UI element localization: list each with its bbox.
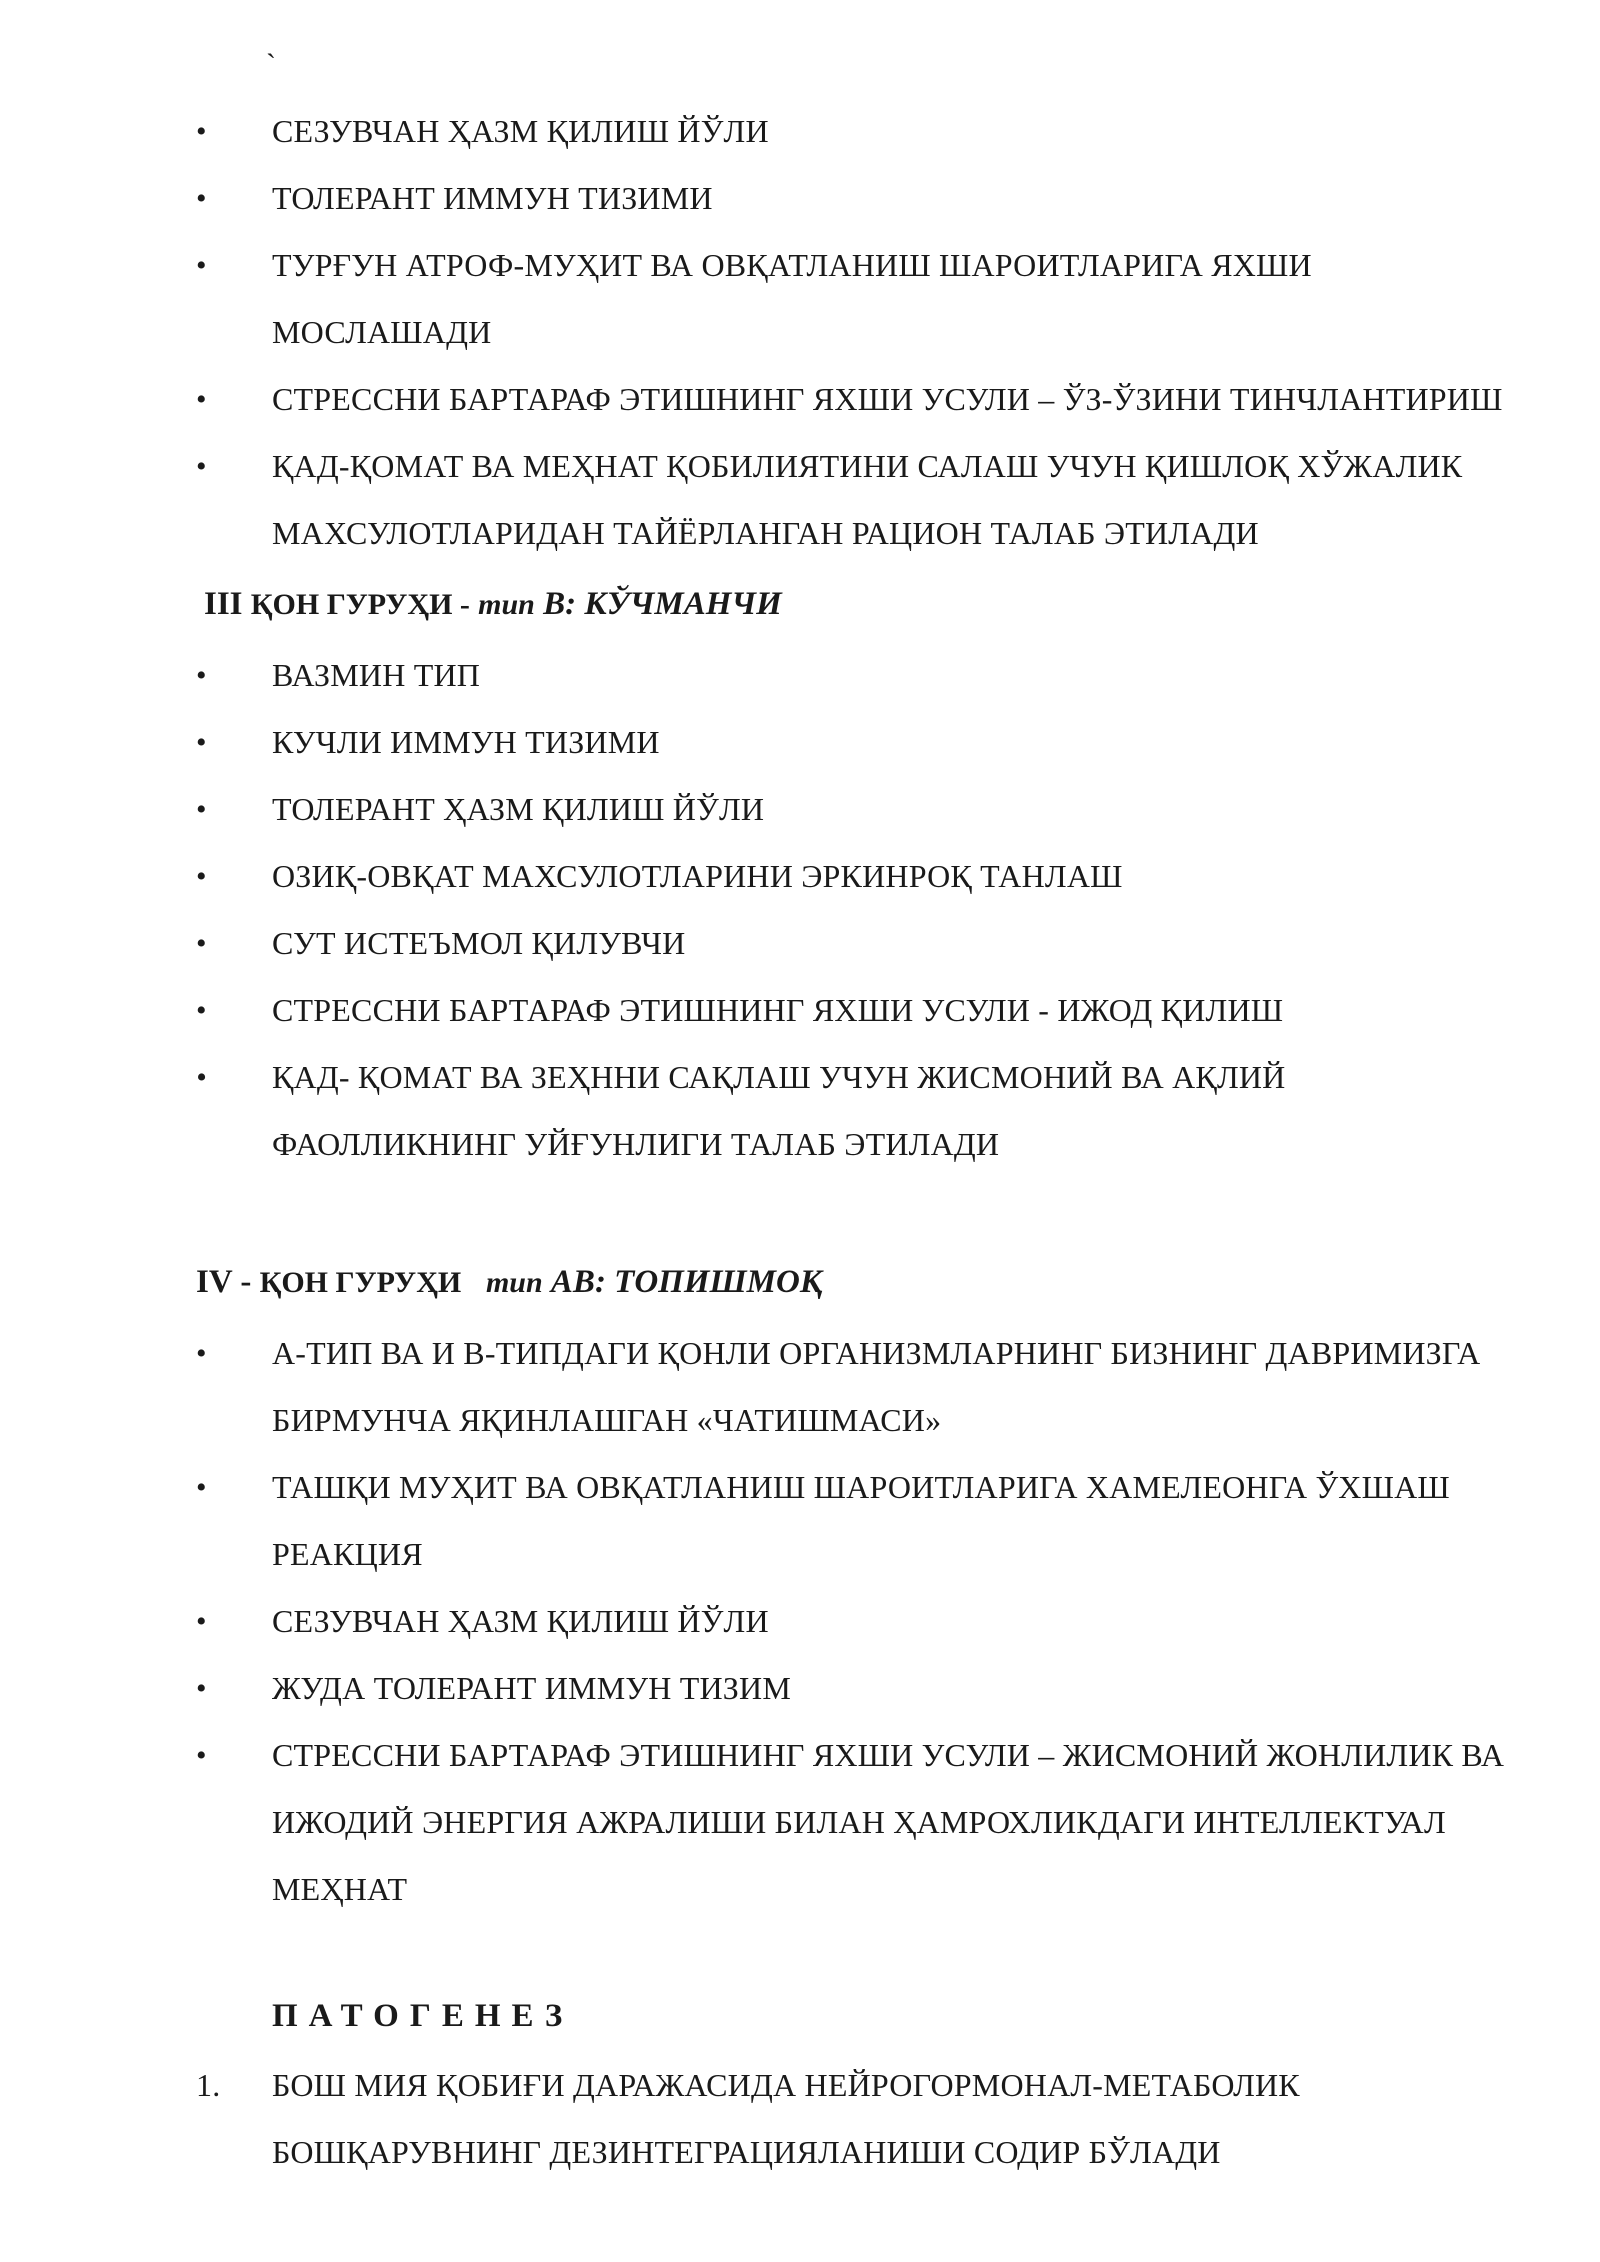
group3-type-name: В: КЎЧМАНЧИ (543, 586, 782, 622)
bullet-icon: • (196, 994, 207, 1027)
bullet-icon: • (196, 182, 207, 215)
list-item-text: СТРЕССНИ БАРТАРАФ ЭТИШНИНГ ЯХШИ УСУЛИ – ЖИСМОНИЙ ЖОНЛИЛИК ВА ИЖОДИЙ ЭНЕРГИЯ АЖРАЛИШИ БИЛАН ҲАМРОХЛИКДАГИ ИНТЕЛЛЕКТУАЛ МЕҲНАТ (272, 1737, 1505, 1907)
list-item (0, 642, 1522, 709)
list-item-text: ТОЛЕРАНТ ИММУН ТИЗИМИ (272, 180, 713, 216)
group2-list (0, 98, 1600, 567)
bullet-icon: • (196, 1605, 207, 1638)
list-item (0, 910, 1522, 977)
bullet-icon: • (196, 450, 207, 483)
group3-list (0, 642, 1600, 1178)
list-item-text: КУЧЛИ ИММУН ТИЗИМИ (272, 724, 660, 760)
group4-label: ҚОН ГУРУҲИ (259, 1266, 462, 1299)
item-number: 1. (196, 2067, 221, 2103)
numbered-item-text: БОШ МИЯ ҚОБИҒИ ДАРАЖАСИДА НЕЙРОГОРМОНАЛ-МЕТАБОЛИК БОШҚАРУВНИНГ ДЕЗИНТЕГРАЦИЯЛАНИШИ СОДИР БЎЛАДИ (272, 2067, 1300, 2170)
bullet-icon: • (196, 860, 207, 893)
list-item-text: СЕЗУВЧАН ҲАЗМ ҚИЛИШ ЙЎЛИ (272, 113, 769, 149)
list-item-text: СТРЕССНИ БАРТАРАФ ЭТИШНИНГ ЯХШИ УСУЛИ - ИЖОД ҚИЛИШ (272, 992, 1284, 1028)
bullet-icon: • (196, 1739, 207, 1772)
bullet-icon: • (196, 115, 207, 148)
list-item-text: СУТ ИСТЕЪМОЛ ҚИЛУВЧИ (272, 925, 686, 961)
bullet-icon: • (196, 793, 207, 826)
list-item (0, 165, 1522, 232)
bullet-icon: • (196, 1337, 207, 1370)
list-item-text: СТРЕССНИ БАРТАРАФ ЭТИШНИНГ ЯХШИ УСУЛИ – ЎЗ-ЎЗИНИ ТИНЧЛАНТИРИШ (272, 381, 1503, 417)
list-item-text: ТАШҚИ МУҲИТ ВА ОВҚАТЛАНИШ ШАРОИТЛАРИГА ХАМЕЛЕОНГА ЎХШАШ РЕАКЦИЯ (272, 1469, 1450, 1572)
list-item-text: ТОЛЕРАНТ ҲАЗМ ҚИЛИШ ЙЎЛИ (272, 791, 765, 827)
list-item-text: ТУРҒУН АТРОФ-МУҲИТ ВА ОВҚАТЛАНИШ ШАРОИТЛАРИГА ЯХШИ МОСЛАШАДИ (272, 247, 1312, 350)
list-item (0, 1722, 1522, 1923)
bullet-icon: • (196, 1061, 207, 1094)
bullet-icon: • (196, 726, 207, 759)
list-item (0, 232, 1522, 366)
list-item (0, 98, 1522, 165)
bullet-icon: • (196, 927, 207, 960)
list-item-text: ҚАД-ҚОМАТ ВА МЕҲНАТ ҚОБИЛИЯТИНИ САЛАШ УЧУН ҚИШЛОҚ ХЎЖАЛИК МАХСУЛОТЛАРИДАН ТАЙЁРЛАНГАН РАЦИОН ТАЛАБ ЭТИЛАДИ (272, 448, 1463, 551)
list-item-text: ОЗИҚ-ОВҚАТ МАХСУЛОТЛАРИНИ ЭРКИНРОҚ ТАНЛАШ (272, 858, 1123, 894)
patogenez-title: ПАТОГЕНЕЗ (272, 1998, 574, 2034)
list-item (0, 1044, 1522, 1178)
list-item (0, 709, 1522, 776)
list-item (0, 1655, 1522, 1722)
list-item (0, 843, 1522, 910)
group3-number: III (204, 586, 243, 622)
patogenez-list (0, 2052, 1600, 2186)
group4-number: IV - (196, 1264, 252, 1300)
list-item-text: СЕЗУВЧАН ҲАЗМ ҚИЛИШ ЙЎЛИ (272, 1603, 769, 1639)
bullet-icon: • (196, 1672, 207, 1705)
list-item (0, 977, 1522, 1044)
group3-type-prefix: тип (478, 588, 535, 621)
list-item-text: ҚАД- ҚОМАТ ВА ЗЕҲННИ САҚЛАШ УЧУН ЖИСМОНИЙ ВА АҚЛИЙ ФАОЛЛИКНИНГ УЙҒУНЛИГИ ТАЛАБ ЭТИЛАДИ (272, 1059, 1286, 1162)
numbered-item (0, 2052, 1522, 2186)
bullet-icon: • (196, 249, 207, 282)
list-item (0, 1454, 1522, 1588)
bullet-icon: • (196, 659, 207, 692)
list-item-text: ЖУДА ТОЛЕРАНТ ИММУН ТИЗИМ (272, 1670, 791, 1706)
group4-type-prefix: тип (485, 1266, 543, 1299)
bullet-icon: • (196, 383, 207, 416)
bullet-icon: • (196, 1471, 207, 1504)
group4-type-name: АВ: ТОПИШМОҚ (550, 1264, 823, 1300)
group4-heading (196, 1262, 822, 1303)
list-item (0, 1320, 1522, 1454)
list-item (0, 1588, 1522, 1655)
list-item-text: ВАЗМИН ТИП (272, 657, 481, 693)
list-item (0, 433, 1522, 567)
list-item (0, 776, 1522, 843)
list-item (0, 366, 1522, 433)
group3-label: ҚОН ГУРУҲИ - (250, 588, 470, 621)
group3-heading (204, 584, 782, 625)
stray-mark: ` (266, 48, 276, 81)
list-item-text: А-ТИП ВА И В-ТИПДАГИ ҚОНЛИ ОРГАНИЗМЛАРНИНГ БИЗНИНГ ДАВРИМИЗГА БИРМУНЧА ЯҚИНЛАШГАН «ЧАТИШМАСИ» (272, 1335, 1481, 1438)
group4-list (0, 1320, 1600, 1923)
